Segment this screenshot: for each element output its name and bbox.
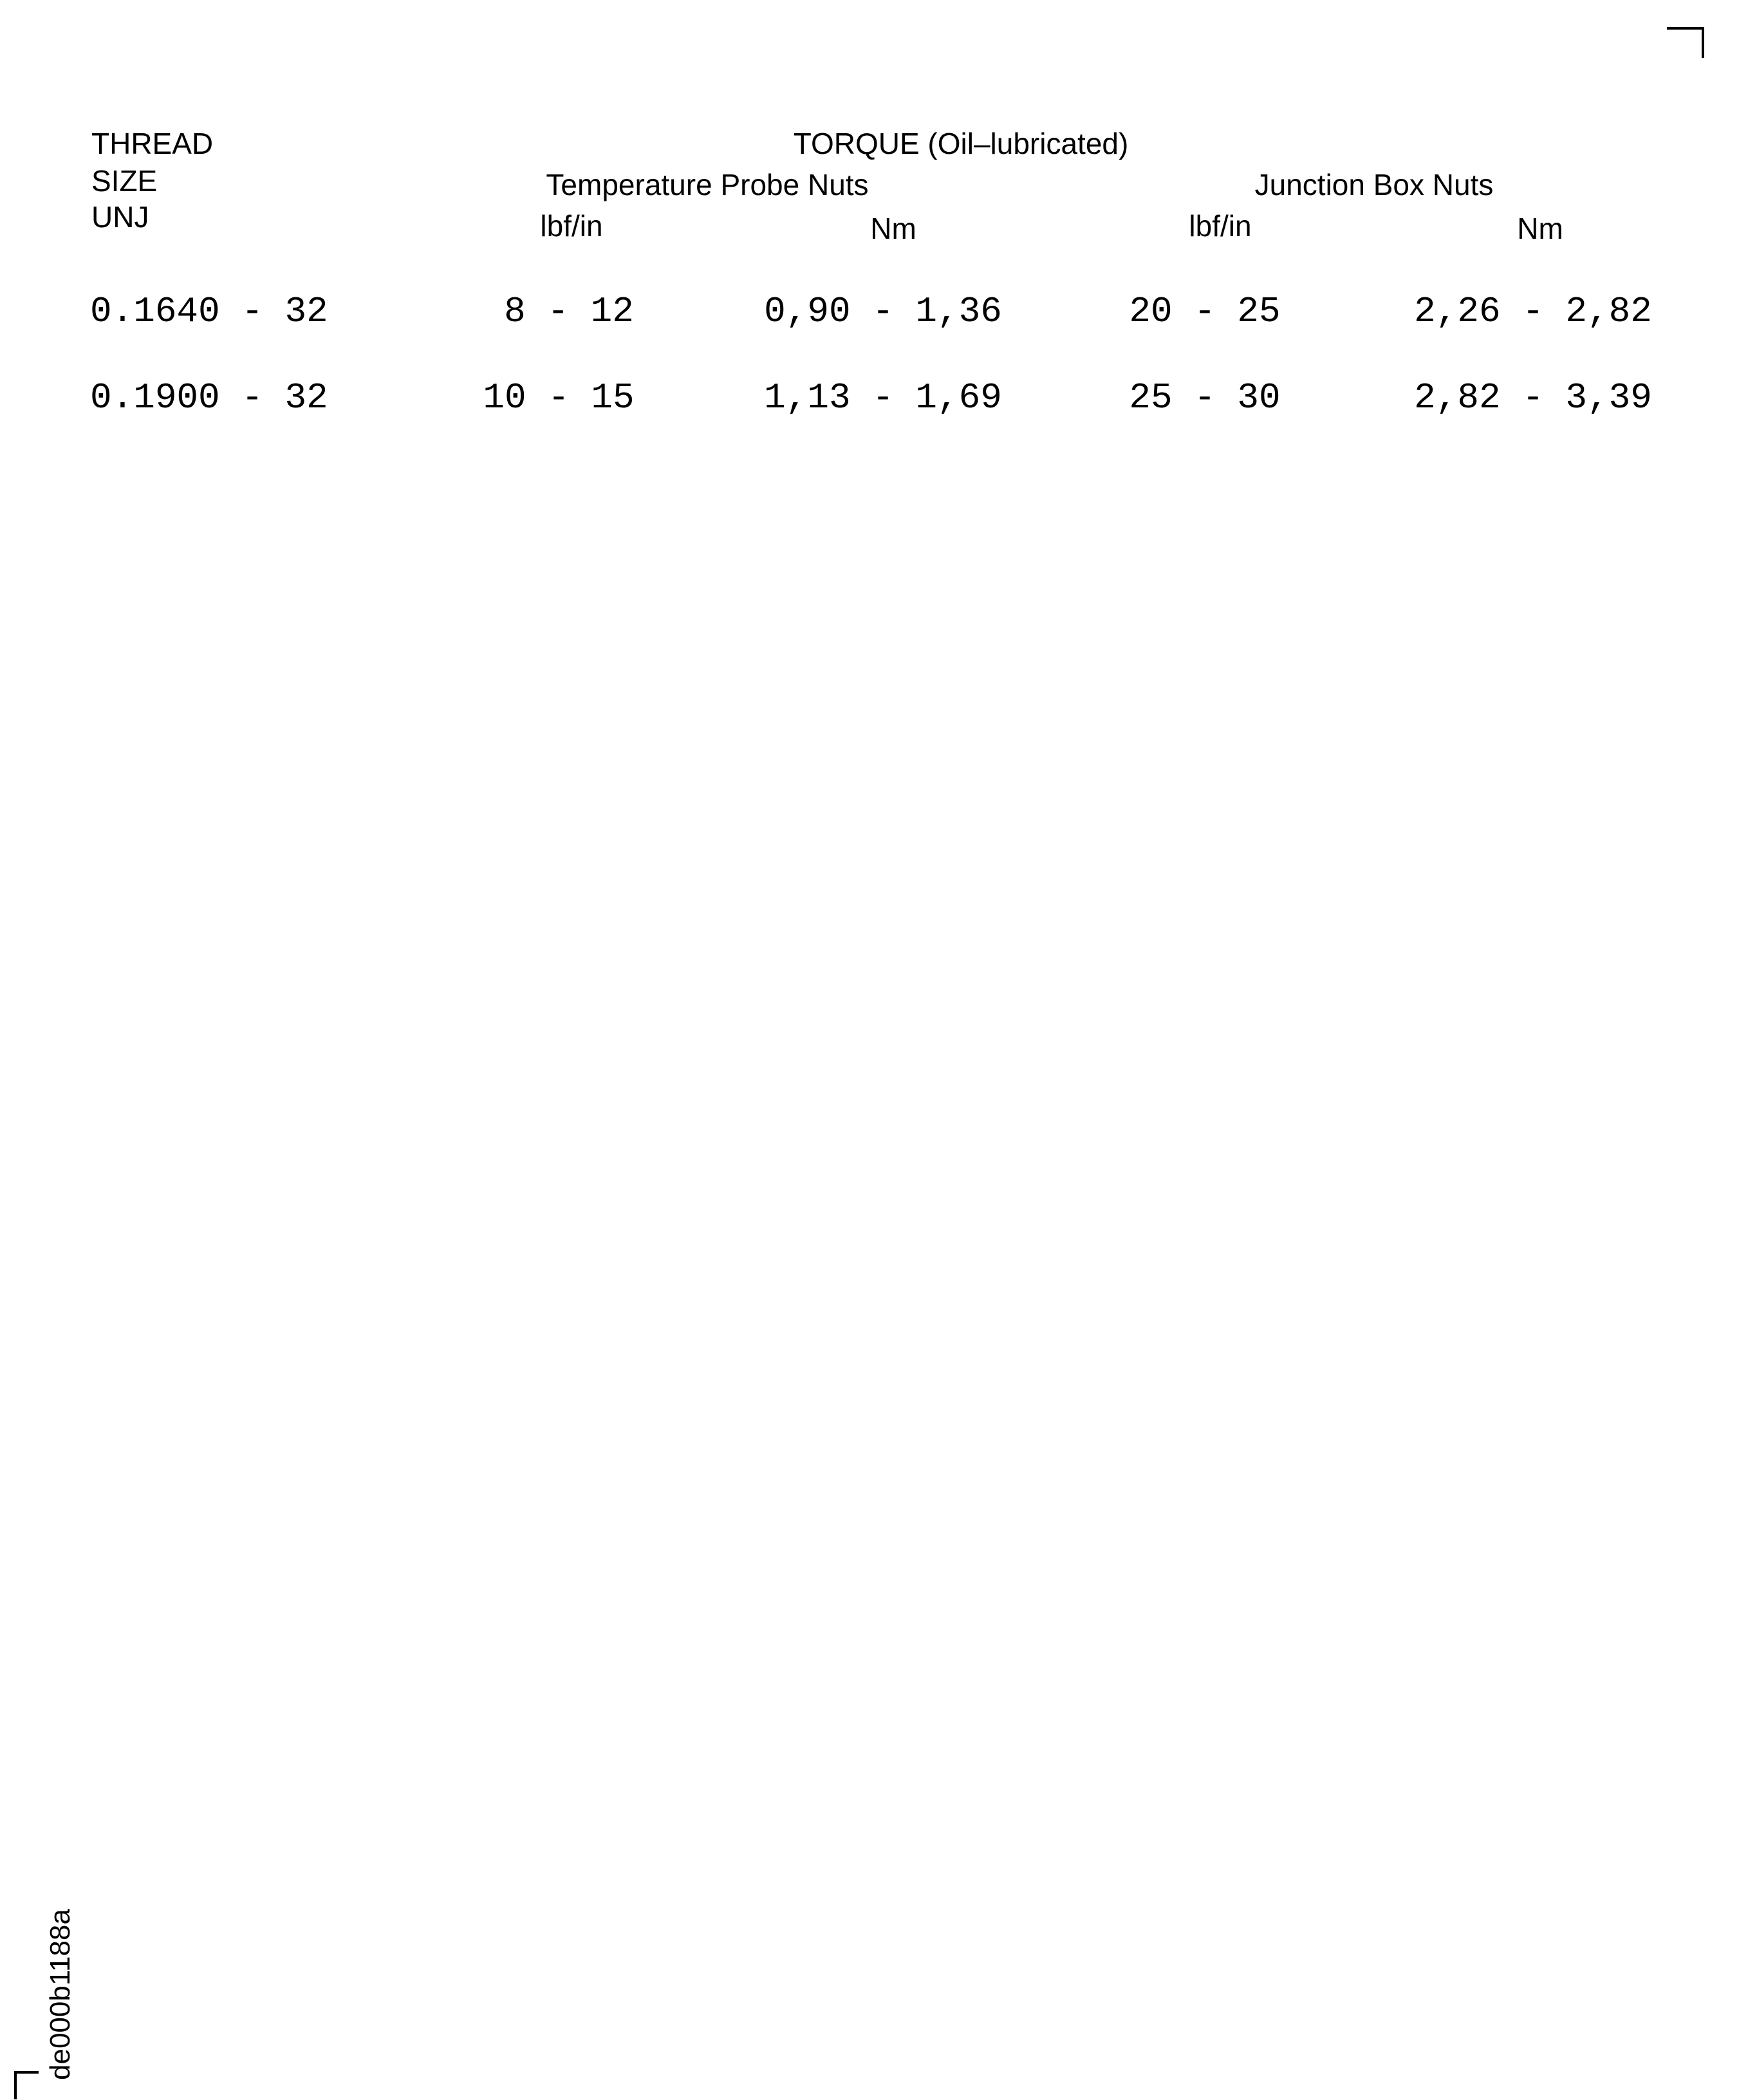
header-group-temperature-probe: Temperature Probe Nuts — [546, 168, 869, 201]
cell-junc-lbf: 20 - 25 — [1129, 291, 1281, 332]
cell-thread-size: 0.1640 - 32 — [90, 291, 328, 332]
cell-junc-nm: 2,26 - 2,82 — [1414, 291, 1652, 332]
cell-temp-nm: 1,13 - 1,69 — [764, 377, 1002, 418]
header-torque-title: TORQUE (Oil–lubricated) — [793, 127, 1129, 160]
header-group-junction-box: Junction Box Nuts — [1254, 168, 1494, 201]
cell-temp-nm: 0,90 - 1,36 — [764, 291, 1002, 332]
header-thread-line1: THREAD — [91, 127, 214, 160]
figure-id-label: de000b1188a — [44, 1909, 76, 2080]
cell-junc-nm: 2,82 - 3,39 — [1414, 377, 1652, 418]
cell-temp-lbf: 10 - 15 — [483, 377, 635, 418]
cell-junc-lbf: 25 - 30 — [1129, 377, 1281, 418]
header-unit-temp-nm: Nm — [870, 212, 916, 245]
header-unit-junc-nm: Nm — [1517, 212, 1563, 245]
header-thread-line2: SIZE — [91, 164, 158, 198]
header-unit-junc-lbf: lbf/in — [1189, 209, 1252, 243]
crop-mark-bottom-left — [14, 2071, 39, 2099]
cell-thread-size: 0.1900 - 32 — [90, 377, 328, 418]
header-thread-line3: UNJ — [91, 200, 149, 234]
crop-mark-top-right — [1667, 27, 1704, 58]
header-unit-temp-lbf: lbf/in — [540, 209, 603, 243]
cell-temp-lbf: 8 - 12 — [504, 291, 634, 332]
